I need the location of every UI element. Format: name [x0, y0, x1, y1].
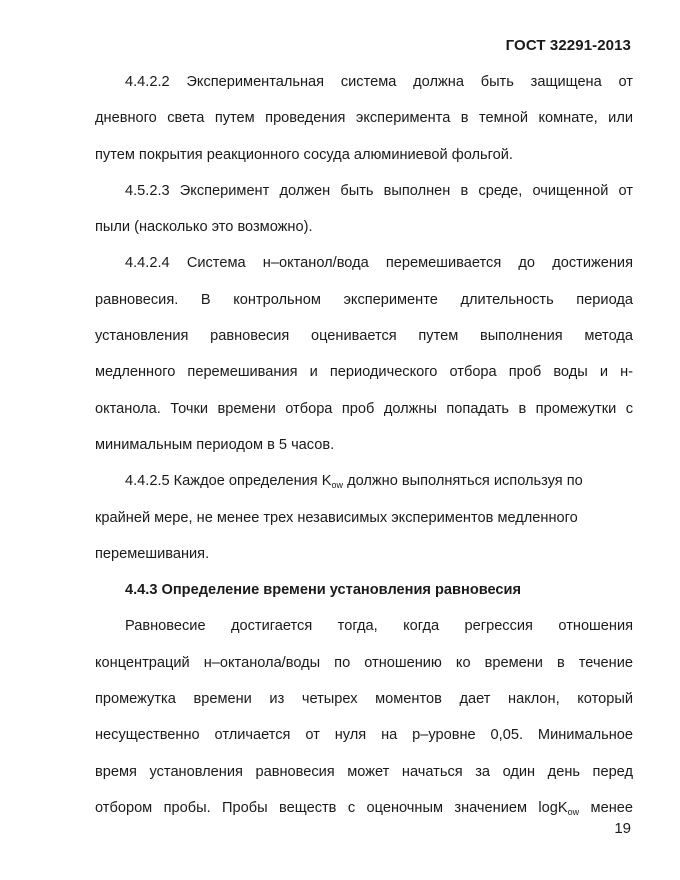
- text-line: Равновесие достигается тогда, когда регрессия отношения: [125, 618, 633, 635]
- text-fragment: 4.4.2.5 Каждое определения K: [125, 473, 332, 490]
- text-line: время установления равновесия может начаться за один день перед: [95, 763, 633, 780]
- text-line: промежутка времени из четырех моментов дает наклон, который: [95, 691, 633, 708]
- text-line: путем покрытия реакционного сосуда алюминиевой фольгой.: [95, 146, 513, 163]
- text-line: крайней мере, не менее трех независимых экспериментов медленного: [95, 509, 578, 526]
- text-line: несущественно отличается от нуля на p–уровне 0,05. Минимальное: [95, 727, 633, 744]
- text-line: пыли (насколько это возможно).: [95, 219, 313, 236]
- document-id: ГОСТ 32291-2013: [505, 37, 631, 54]
- subscript: ow: [567, 806, 580, 817]
- text-line: [95, 463, 633, 499]
- text-line: 4.4.2.4 Система н–октанол/вода перемешивается до достижения: [125, 255, 633, 272]
- text-line: установления равновесия оценивается путем выполнения метода: [95, 328, 633, 345]
- text-line: [95, 790, 633, 826]
- document-body: [95, 64, 633, 826]
- text-line: минимальным периодом в 5 часов.: [95, 436, 335, 453]
- text-fragment: должно выполняться используя по: [347, 473, 583, 490]
- text-line: октанола. Точки времени отбора проб должны попадать в промежутки с: [95, 400, 633, 417]
- text-line: равновесия. В контрольном эксперименте длительность периода: [95, 291, 633, 308]
- subscript: ow: [331, 480, 343, 491]
- text-fragment: менее: [590, 799, 633, 816]
- text-line: 4.4.2.2 Экспериментальная система должна быть защищена от: [125, 74, 633, 90]
- text-line: концентраций н–октанола/воды по отношению ко времени в течение: [95, 654, 633, 671]
- page-number: 19: [614, 820, 631, 837]
- text-line: перемешивания.: [95, 545, 210, 562]
- text-line: 4.5.2.3 Эксперимент должен быть выполнен в среде, очищенной от: [125, 182, 633, 199]
- text-line: медленного перемешивания и периодического отбора проб воды и н-: [95, 364, 633, 381]
- text-fragment: отбором пробы. Пробы веществ с оценочным значением logK: [95, 799, 568, 816]
- text-line: дневного света путем проведения эксперимента в темной комнате, или: [95, 110, 633, 127]
- section-heading: 4.4.3 Определение времени установления равновесия: [125, 582, 522, 599]
